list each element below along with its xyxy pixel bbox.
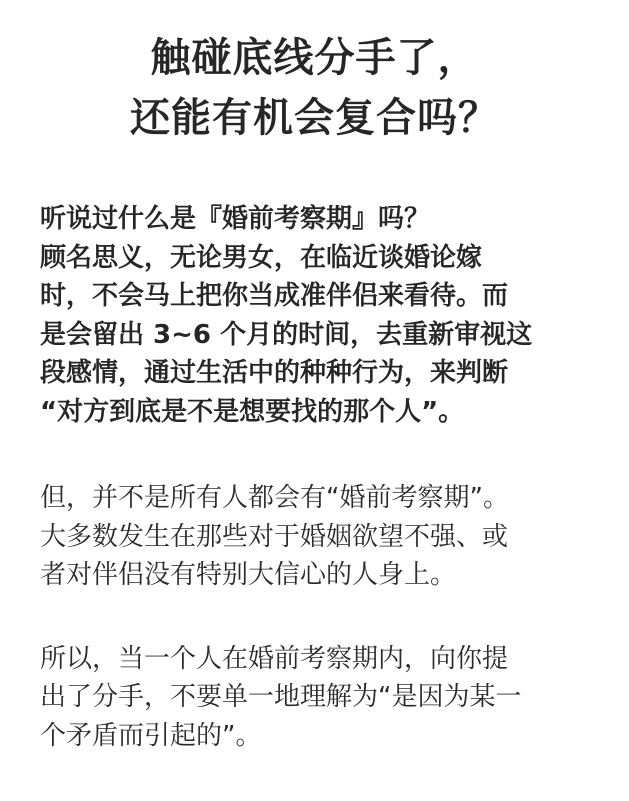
paragraph-2 [40, 479, 600, 595]
paragraph-3 [40, 640, 600, 756]
paragraph-line: 时，不会马上把你当成准伴侣来看待。而 [40, 281, 509, 311]
article-title [0, 28, 629, 148]
paragraph-line: 大多数发生在那些对于婚姻欲望不强、或 [40, 521, 509, 552]
paragraph-line: 听说过什么是『婚前考察期』吗？ [40, 204, 431, 234]
paragraph-line: “对方到底是不是想要找的那个人”。 [40, 396, 465, 427]
paragraph-line: 所以，当一个人在婚前考察期内，向你提 [40, 643, 509, 674]
paragraph-line: 个矛盾而引起的”。 [40, 720, 262, 751]
paragraph-line: 段感情，通过生活中的种种行为，来判断 [40, 358, 509, 388]
paragraph-line: 顾名思义，无论男女，在临近谈婚论嫁 [40, 242, 483, 273]
title-line-1: 触碰底线分手了， [150, 35, 479, 81]
paragraph-1 [40, 200, 600, 431]
paragraph-line: 但，并不是所有人都会有“婚前考察期”。 [40, 483, 509, 513]
paragraph-line: 出了分手，不要单一地理解为“是因为某一 [40, 682, 522, 712]
paragraph-line: 是会留出 3~6 个月的时间，去重新审视这 [40, 319, 533, 350]
paragraph-line: 者对伴侣没有特别大信心的人身上。 [40, 560, 457, 590]
article-body [40, 200, 600, 755]
title-line-2: 还能有机会复合吗？ [130, 95, 499, 141]
